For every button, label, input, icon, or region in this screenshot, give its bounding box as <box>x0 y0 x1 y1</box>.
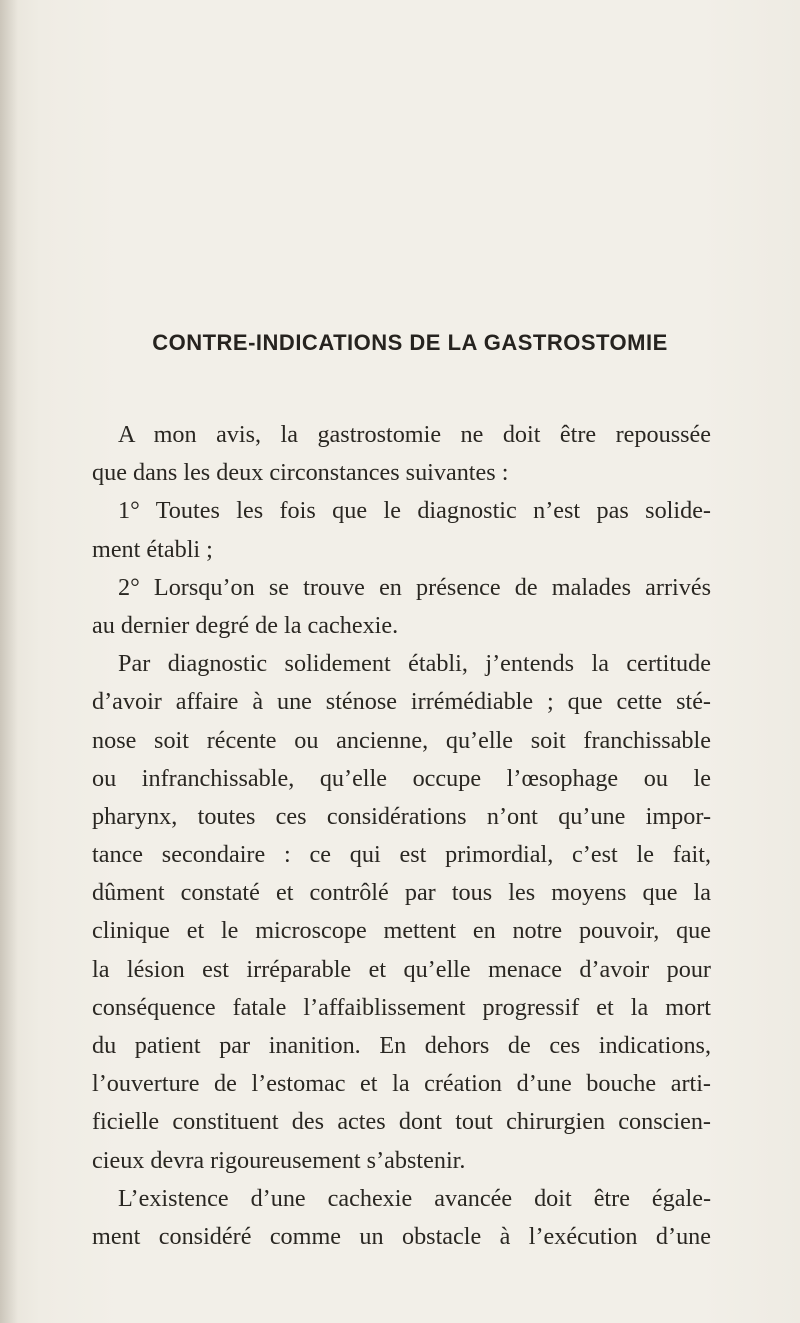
text-line: l’ouverture de l’estomac et la création d’une bouche arti- <box>92 1070 711 1098</box>
text-line: ment considéré comme un obstacle à l’exécution d’une <box>92 1222 711 1250</box>
text-line: conséquence fatale l’affaiblissement progressif et la mort <box>92 993 711 1021</box>
text-line: ment établi ; <box>92 535 213 563</box>
text-line: ficielle constituent des actes dont tout chirurgien conscien- <box>92 1108 711 1136</box>
text-line: A mon avis, la gastrostomie ne doit être repoussée <box>118 421 711 448</box>
text-line: L’existence d’une cachexie avancée doit être égale- <box>118 1184 711 1212</box>
text-line: 2° Lorsqu’on se trouve en présence de malades arrivés <box>118 573 711 601</box>
text-line: clinique et le microscope mettent en notre pouvoir, que <box>92 917 711 945</box>
text-line: que dans les deux circonstances suivantes : <box>92 459 509 487</box>
text-line: cieux devra rigoureusement s’abstenir. <box>92 1146 466 1174</box>
text-line: du patient par inanition. En dehors de ces indications, <box>92 1032 711 1059</box>
text-line: 1° Toutes les fois que le diagnostic n’est pas solide- <box>118 497 711 525</box>
text-line: pharynx, toutes ces considérations n’ont qu’une impor- <box>92 802 711 830</box>
body-text <box>92 416 711 1256</box>
text-line: nose soit récente ou ancienne, qu’elle soit franchissable <box>92 726 711 754</box>
chapter-heading: CONTRE-INDICATIONS DE LA GASTROSTOMIE <box>152 330 668 355</box>
text-line: la lésion est irréparable et qu’elle menace d’avoir pour <box>92 955 711 983</box>
text-line: ou infranchissable, qu’elle occupe l’œsophage ou le <box>92 764 711 792</box>
text-line: tance secondaire : ce qui est primordial, c’est le fait, <box>92 841 711 869</box>
text-line: dûment constaté et contrôlé par tous les moyens que la <box>92 879 711 907</box>
text-line: d’avoir affaire à une sténose irrémédiable ; que cette sté- <box>92 688 711 716</box>
text-line: au dernier degré de la cachexie. <box>92 611 399 639</box>
text-line: Par diagnostic solidement établi, j’entends la certitude <box>118 650 711 678</box>
page-gutter-shadow <box>0 0 18 1323</box>
